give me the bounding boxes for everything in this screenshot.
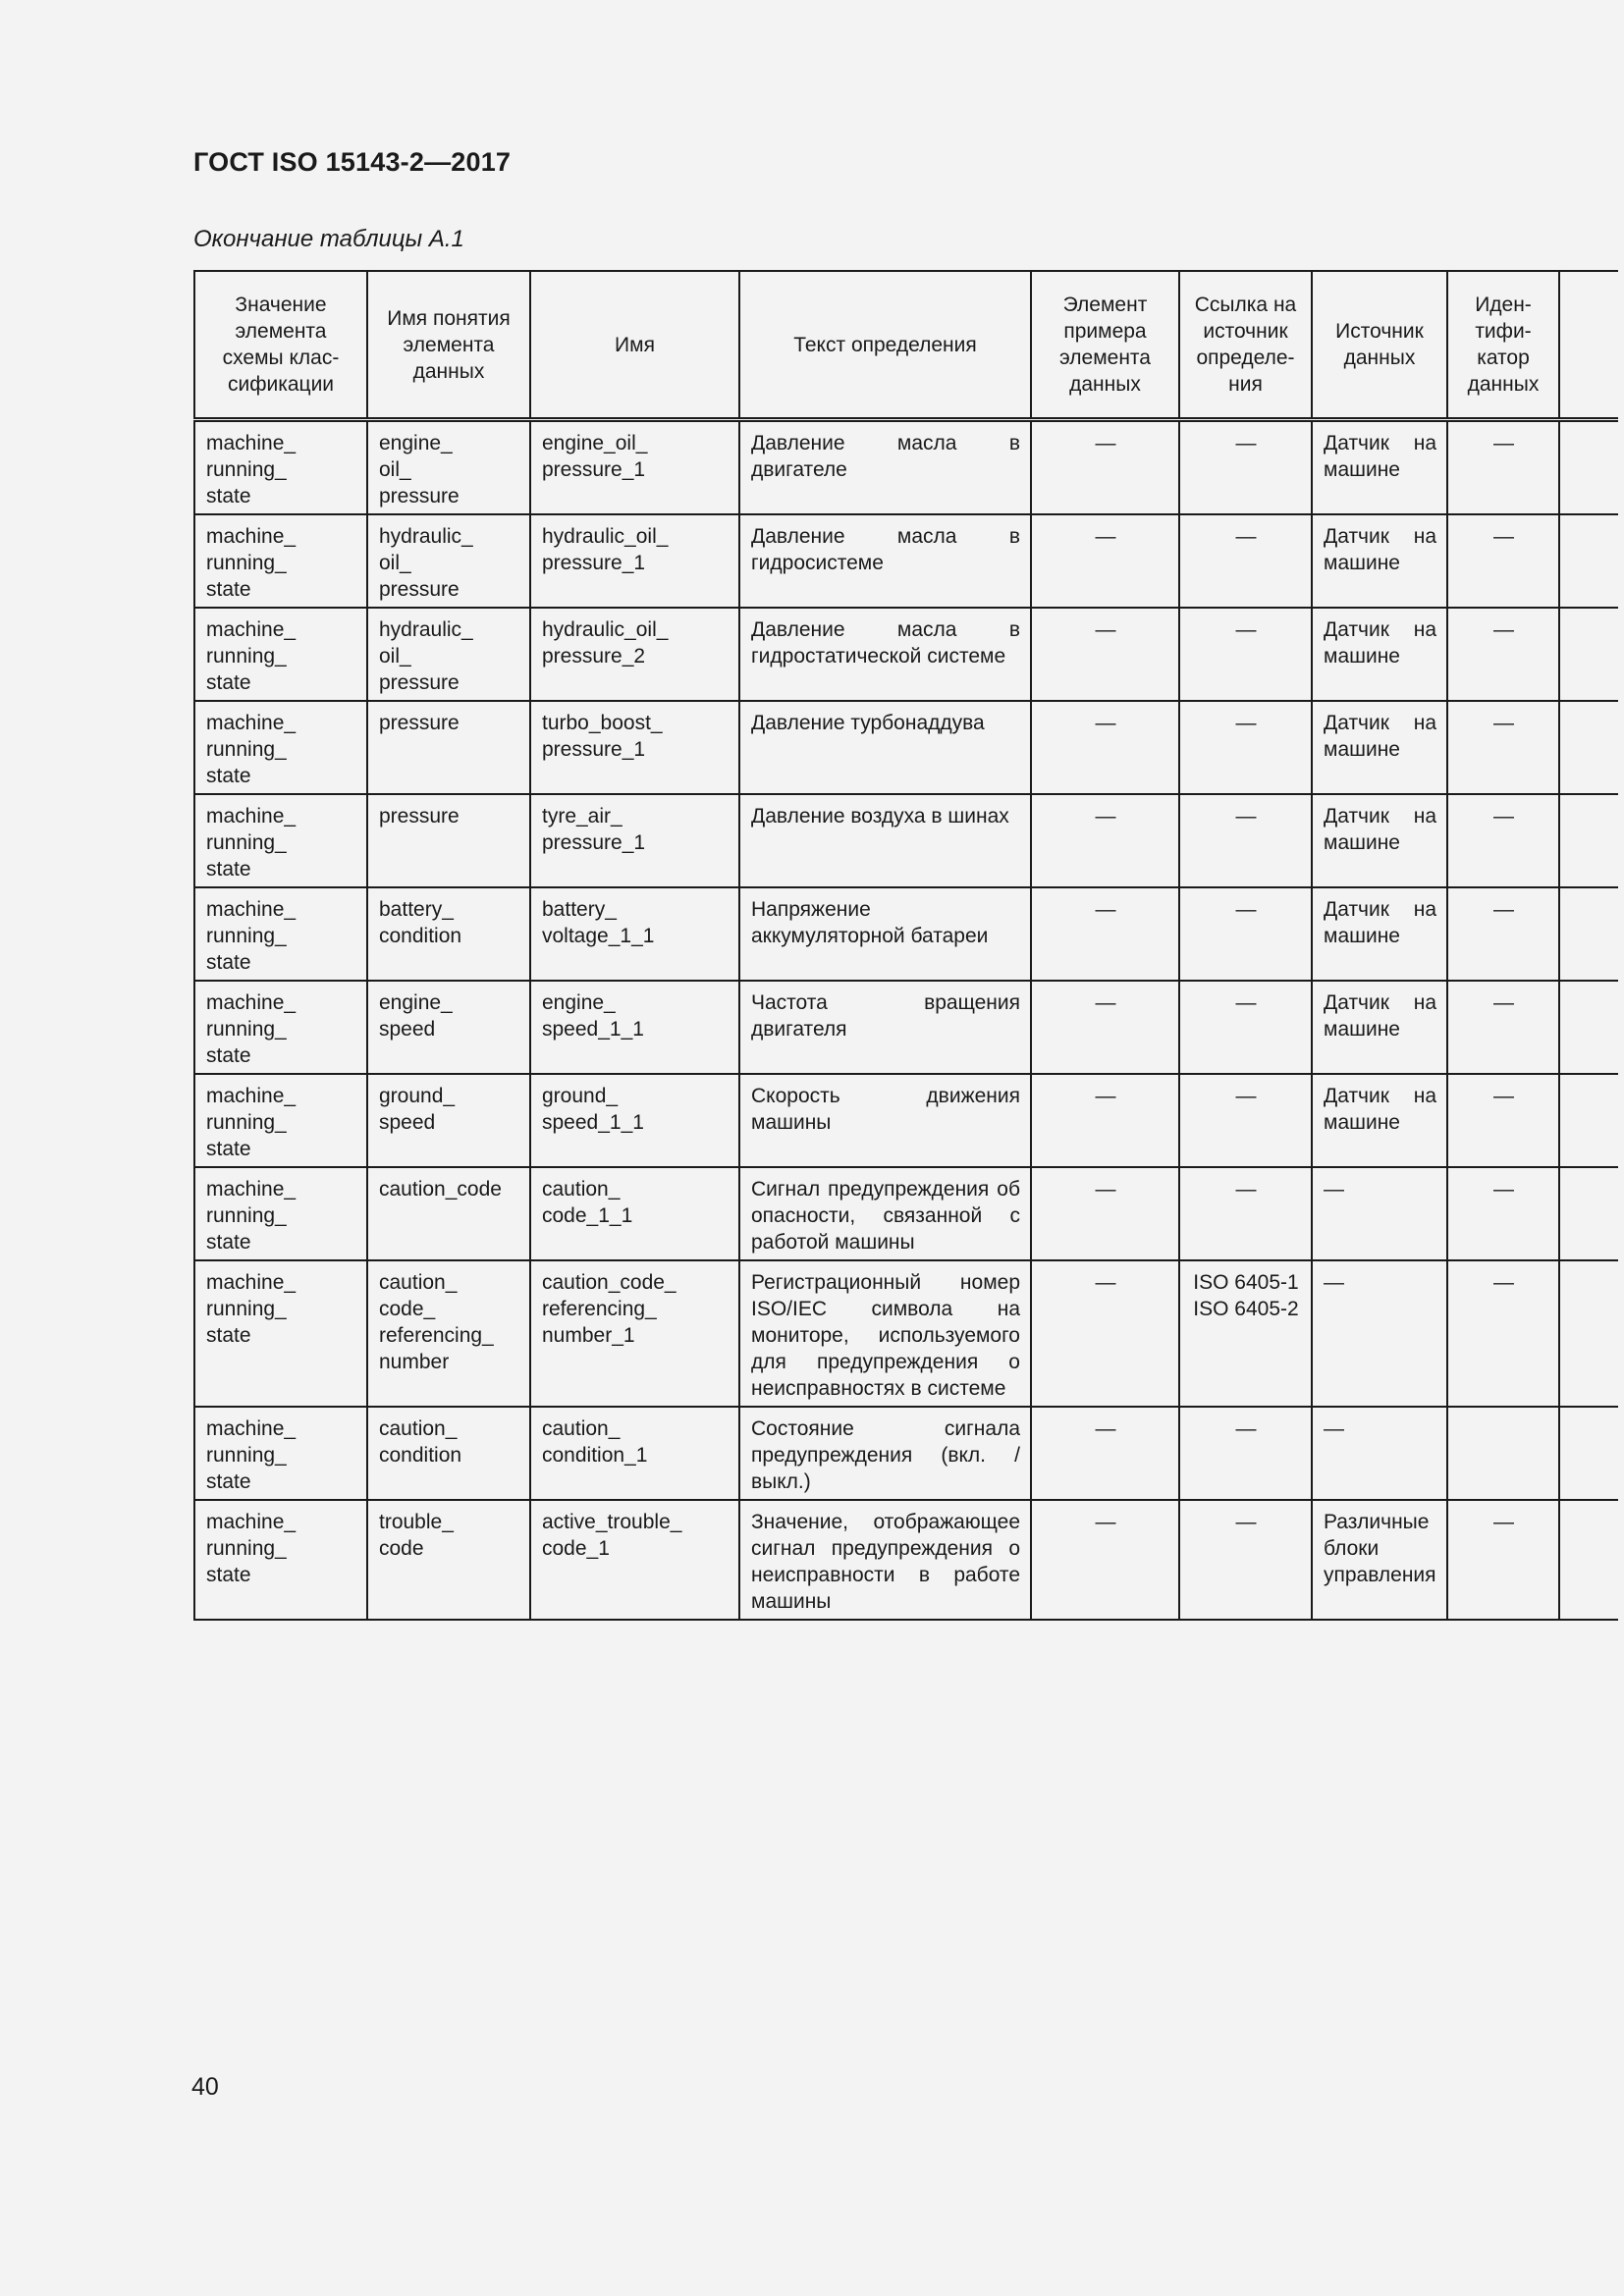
table-row xyxy=(194,887,1618,981)
cell-example: — xyxy=(1031,420,1179,515)
cell-identifier: — xyxy=(1447,608,1559,701)
cell-identifier: — xyxy=(1447,887,1559,981)
column-header-example: Элемент примера элемента данных xyxy=(1031,271,1179,420)
table-row xyxy=(194,1167,1618,1260)
column-header-reference: Ссылка на источник определе- ния xyxy=(1179,271,1312,420)
cell-name: tyre_air_ pressure_1 xyxy=(530,794,739,887)
cell-scheme: machine_ running_ state xyxy=(194,1260,367,1407)
cell-source: Датчик на машине xyxy=(1312,794,1447,887)
cell-concept: caution_code xyxy=(367,1167,530,1260)
cell-name: hydraulic_oil_ pressure_1 xyxy=(530,514,739,608)
table-row xyxy=(194,608,1618,701)
cell-identifier: — xyxy=(1447,1074,1559,1167)
cell-example: — xyxy=(1031,514,1179,608)
cell-scheme: machine_ running_ state xyxy=(194,1500,367,1620)
cell-continued xyxy=(1559,887,1618,981)
cell-name: engine_ speed_1_1 xyxy=(530,981,739,1074)
page-number: 40 xyxy=(191,2073,219,2101)
cell-example: — xyxy=(1031,1167,1179,1260)
cell-definition: Давление воздуха в шинах xyxy=(739,794,1031,887)
column-header-scheme: Значение элемента схемы клас- сификации xyxy=(194,271,367,420)
document-title: ГОСТ ISO 15143-2—2017 xyxy=(193,147,512,177)
cell-example: — xyxy=(1031,794,1179,887)
cell-continued xyxy=(1559,420,1618,515)
column-header-source: Источник данных xyxy=(1312,271,1447,420)
cell-name: ground_ speed_1_1 xyxy=(530,1074,739,1167)
cell-scheme: machine_ running_ state xyxy=(194,1407,367,1500)
cell-continued xyxy=(1559,1074,1618,1167)
cell-definition: Сигнал предупреждения об опасности, связанной с работой машины xyxy=(739,1167,1031,1260)
table-row xyxy=(194,701,1618,794)
column-header-definition: Текст определения xyxy=(739,271,1031,420)
cell-source: — xyxy=(1312,1407,1447,1500)
cell-reference: ISO 6405-1 ISO 6405-2 xyxy=(1179,1260,1312,1407)
cell-scheme: machine_ running_ state xyxy=(194,701,367,794)
cell-source: — xyxy=(1312,1260,1447,1407)
cell-source: — xyxy=(1312,1167,1447,1260)
cell-identifier: — xyxy=(1447,701,1559,794)
table-row xyxy=(194,514,1618,608)
cell-name: caution_code_ referencing_ number_1 xyxy=(530,1260,739,1407)
cell-definition: Давление масла в гидростатической системе xyxy=(739,608,1031,701)
cell-source: Датчик на машине xyxy=(1312,981,1447,1074)
table-row xyxy=(194,981,1618,1074)
cell-source: Датчик на машине xyxy=(1312,608,1447,701)
cell-concept: pressure xyxy=(367,794,530,887)
cell-definition: Состояние сигнала предупреждения (вкл. / выкл.) xyxy=(739,1407,1031,1500)
cell-reference: — xyxy=(1179,1074,1312,1167)
cell-scheme: machine_ running_ state xyxy=(194,981,367,1074)
cell-scheme: machine_ running_ state xyxy=(194,887,367,981)
cell-continued xyxy=(1559,1500,1618,1620)
cell-definition: Давление турбонаддува xyxy=(739,701,1031,794)
cell-continued xyxy=(1559,1407,1618,1500)
cell-example: — xyxy=(1031,1407,1179,1500)
cell-reference: — xyxy=(1179,887,1312,981)
cell-identifier: — xyxy=(1447,981,1559,1074)
cell-concept: caution_ code_ referencing_ number xyxy=(367,1260,530,1407)
cell-name: caution_ condition_1 xyxy=(530,1407,739,1500)
cell-continued xyxy=(1559,701,1618,794)
column-header-concept: Имя понятия элемента данных xyxy=(367,271,530,420)
cell-concept: hydraulic_ oil_ pressure xyxy=(367,514,530,608)
cell-reference: — xyxy=(1179,981,1312,1074)
cell-example: — xyxy=(1031,701,1179,794)
cell-reference: — xyxy=(1179,608,1312,701)
cell-definition: Значение, отображающее сигнал предупреждения о неисправности в работе машины xyxy=(739,1500,1031,1620)
cell-example: — xyxy=(1031,1500,1179,1620)
cell-identifier: — xyxy=(1447,1500,1559,1620)
cell-reference: — xyxy=(1179,514,1312,608)
cell-name: hydraulic_oil_ pressure_2 xyxy=(530,608,739,701)
cell-source: Датчик на машине xyxy=(1312,420,1447,515)
cell-scheme: machine_ running_ state xyxy=(194,794,367,887)
column-header-identifier: Иден- тифи- катор данных xyxy=(1447,271,1559,420)
cell-definition: Напряжение аккумуляторной батареи xyxy=(739,887,1031,981)
cell-reference: — xyxy=(1179,1500,1312,1620)
cell-source: Датчик на машине xyxy=(1312,701,1447,794)
cell-source: Датчик на машине xyxy=(1312,887,1447,981)
table-caption: Окончание таблицы А.1 xyxy=(193,226,464,252)
cell-example: — xyxy=(1031,981,1179,1074)
cell-definition: Давление масла в гидросистеме xyxy=(739,514,1031,608)
cell-continued xyxy=(1559,794,1618,887)
cell-reference: — xyxy=(1179,794,1312,887)
cell-concept: ground_ speed xyxy=(367,1074,530,1167)
cell-concept: trouble_ code xyxy=(367,1500,530,1620)
cell-name: active_trouble_ code_1 xyxy=(530,1500,739,1620)
cell-name: battery_ voltage_1_1 xyxy=(530,887,739,981)
column-header-continued xyxy=(1559,271,1618,420)
cell-identifier: — xyxy=(1447,1260,1559,1407)
table-header-row xyxy=(194,271,1618,420)
cell-example: — xyxy=(1031,608,1179,701)
cell-concept: hydraulic_ oil_ pressure xyxy=(367,608,530,701)
column-header-name: Имя xyxy=(530,271,739,420)
cell-scheme: machine_ running_ state xyxy=(194,1167,367,1260)
cell-concept: caution_ condition xyxy=(367,1407,530,1500)
cell-continued xyxy=(1559,981,1618,1074)
cell-example: — xyxy=(1031,1074,1179,1167)
cell-concept: engine_ oil_ pressure xyxy=(367,420,530,515)
cell-source: Различные блоки управления xyxy=(1312,1500,1447,1620)
cell-identifier: — xyxy=(1447,794,1559,887)
cell-source: Датчик на машине xyxy=(1312,514,1447,608)
cell-identifier: — xyxy=(1447,420,1559,515)
cell-continued xyxy=(1559,1167,1618,1260)
cell-reference: — xyxy=(1179,1167,1312,1260)
cell-scheme: machine_ running_ state xyxy=(194,1074,367,1167)
cell-definition: Регистрационный номер ISO/IEC символа на мониторе, используемого для предупреждения о неисправностях в системе xyxy=(739,1260,1031,1407)
table-row xyxy=(194,1500,1618,1620)
cell-concept: engine_ speed xyxy=(367,981,530,1074)
cell-reference: — xyxy=(1179,420,1312,515)
cell-source: Датчик на машине xyxy=(1312,1074,1447,1167)
cell-reference: — xyxy=(1179,701,1312,794)
cell-reference: — xyxy=(1179,1407,1312,1500)
cell-definition: Частота вращения двигателя xyxy=(739,981,1031,1074)
cell-scheme: machine_ running_ state xyxy=(194,514,367,608)
cell-name: engine_oil_ pressure_1 xyxy=(530,420,739,515)
cell-identifier: — xyxy=(1447,1167,1559,1260)
cell-example: — xyxy=(1031,1260,1179,1407)
table-row xyxy=(194,1074,1618,1167)
cell-scheme: machine_ running_ state xyxy=(194,420,367,515)
cell-name: caution_ code_1_1 xyxy=(530,1167,739,1260)
table-row xyxy=(194,794,1618,887)
cell-continued xyxy=(1559,608,1618,701)
cell-scheme: machine_ running_ state xyxy=(194,608,367,701)
cell-definition: Давление масла в двигателе xyxy=(739,420,1031,515)
cell-definition: Скорость движения машины xyxy=(739,1074,1031,1167)
cell-concept: battery_ condition xyxy=(367,887,530,981)
cell-name: turbo_boost_ pressure_1 xyxy=(530,701,739,794)
classification-table xyxy=(193,270,1618,1621)
table-row xyxy=(194,1407,1618,1500)
table-row xyxy=(194,420,1618,515)
cell-identifier xyxy=(1447,1407,1559,1500)
cell-example: — xyxy=(1031,887,1179,981)
table-row xyxy=(194,1260,1618,1407)
cell-identifier: — xyxy=(1447,514,1559,608)
cell-continued xyxy=(1559,1260,1618,1407)
cell-continued xyxy=(1559,514,1618,608)
cell-concept: pressure xyxy=(367,701,530,794)
